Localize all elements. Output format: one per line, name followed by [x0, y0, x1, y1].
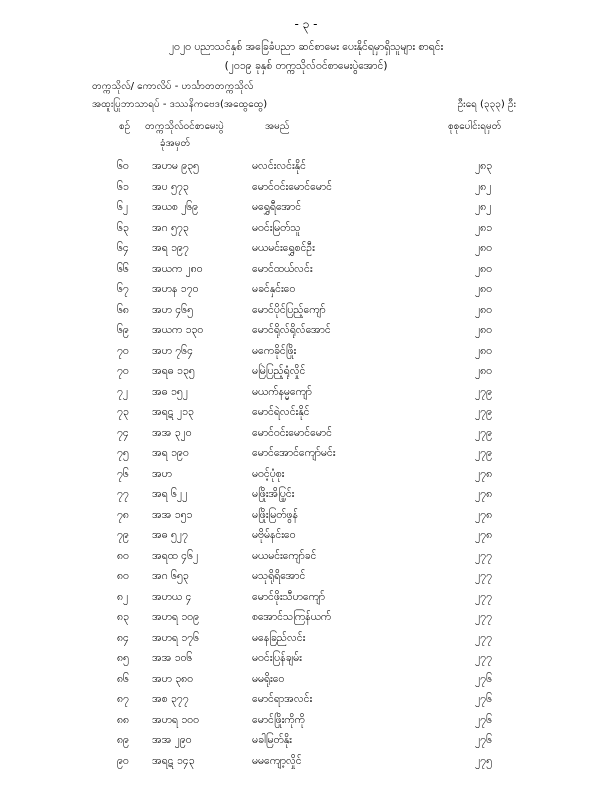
roll-number: အရ ၁၉၀	[152, 447, 189, 459]
total-marks: ၂၇၈	[475, 488, 493, 500]
row-number: ၆၈	[117, 303, 129, 316]
row-number: ၈၄	[117, 631, 129, 644]
total-marks: ၂၇၇	[475, 590, 492, 603]
row-number: ၆၀	[117, 160, 129, 172]
student-name: မယမင်းရွှေစင်ဦး	[252, 242, 315, 254]
table-row	[0, 304, 612, 325]
table-row	[0, 734, 612, 755]
table-row	[0, 222, 612, 243]
total-marks: ၂၈၀	[475, 283, 493, 295]
roll-number: အယစ ၂၆၉	[152, 201, 199, 213]
results-table	[0, 160, 612, 775]
roll-number: အဟ ၄၆၅	[152, 303, 193, 316]
roll-number: အဟန ၁၇၀	[152, 283, 199, 295]
row-number: ၇၈	[117, 508, 129, 521]
table-row	[0, 242, 612, 263]
student-count: ဦးရေ (၃၃၃) ဦး	[457, 99, 516, 110]
table-row	[0, 201, 612, 222]
table-row	[0, 529, 612, 550]
table-row	[0, 406, 612, 427]
row-number: ၇၀	[117, 365, 129, 377]
total-marks: ၂၇၇	[475, 570, 492, 582]
row-number: ၆၉	[117, 324, 129, 336]
total-marks: ၂၇၆	[475, 734, 492, 746]
header-marks: စုစုပေါင်းရမှတ်	[448, 121, 502, 132]
total-marks: ၂၇၇	[475, 631, 492, 644]
student-name: မောင်ဖြိုးကိုကို	[252, 713, 305, 726]
row-number: ၈၉	[117, 734, 129, 746]
row-number: ၇၉	[117, 529, 129, 541]
roll-number: အဓ ၁၅၂	[152, 385, 188, 398]
table-row	[0, 550, 612, 571]
roll-number: အဟရ ၁၇၆	[152, 631, 199, 644]
table-row	[0, 386, 612, 407]
student-name: မရွှေရီအောင်	[252, 201, 302, 213]
row-number: ၇၇	[117, 488, 129, 500]
roll-number: အအ ၃၂၀	[152, 426, 192, 439]
roll-number: အအ ၁၅၁	[152, 508, 193, 521]
roll-number: အဟ	[152, 467, 172, 480]
student-name: မခါမြတ်နိုး	[252, 734, 292, 746]
page-number: - ၃ -	[294, 17, 318, 31]
row-number: ၈၇	[117, 693, 129, 705]
row-number: ၇၃	[117, 406, 129, 418]
table-row	[0, 283, 612, 304]
row-number: ၆၄	[117, 242, 129, 254]
student-name: မသုရိုရိအောင်	[252, 570, 306, 582]
roll-number: အရဓ ၁၃၅	[152, 365, 195, 377]
total-marks: ၂၇၈	[475, 529, 493, 541]
roll-number: အဟ ၃၈၀	[152, 672, 194, 685]
roll-number: အယက ၁၃၀	[152, 324, 204, 336]
row-number: ၆၁	[117, 180, 129, 193]
row-number: ၇၅	[117, 447, 129, 459]
total-marks: ၂၇၉	[475, 447, 492, 459]
row-number: ၆၂	[117, 201, 129, 213]
roll-number: အဟယ ၄	[152, 590, 192, 603]
roll-number: အဟ ၇၆၄	[152, 344, 193, 357]
row-number: ၆၆	[117, 262, 129, 275]
total-marks: ၂၇၉	[475, 385, 492, 398]
student-name: မောင်ပိုင်ပြည့်ကျော်	[252, 303, 326, 316]
student-name: မောင်အောင်ကျော်မင်း	[252, 447, 336, 459]
student-name: မမရိုးဝေ	[252, 672, 285, 685]
row-number: ၈၃	[117, 611, 129, 623]
roll-number: အပ ၅၇၃	[152, 180, 189, 193]
total-marks: ၂၇၉	[475, 426, 492, 439]
total-marks: ၂၇၆	[475, 713, 492, 726]
total-marks: ၂၈၀	[475, 242, 493, 254]
total-marks: ၂၈၁	[475, 221, 493, 234]
table-row	[0, 509, 612, 530]
roll-number: အဟရ ၁၀၀	[152, 713, 199, 726]
table-row	[0, 181, 612, 202]
total-marks: ၂၈၂	[475, 201, 492, 213]
row-number: ၇၂	[117, 385, 129, 398]
total-marks: ၂၈၃	[475, 160, 493, 172]
student-name: မယက်နမ္မကျော်	[252, 385, 312, 398]
table-row	[0, 488, 612, 509]
student-name: မောင်ရဲလင်းနိုင်	[252, 406, 310, 418]
total-marks: ၂၇၇	[475, 549, 492, 562]
row-number: ၆၃	[117, 221, 129, 234]
student-name: မနေခြည်လင်း	[252, 631, 306, 644]
total-marks: ၂၇၈	[475, 467, 493, 480]
roll-number: အရဋ ၂၁၃	[152, 406, 194, 418]
student-name: မောင်ဝင်းမောင်မောင်	[252, 180, 332, 193]
table-row	[0, 714, 612, 735]
document-subtitle: (၂၀၁၉ ခုနှစ် တက္ကသိုလ်ဝင်စာမေးပွဲအောင်)	[224, 60, 388, 72]
student-name: မောင်ဖိုးသီဟကျော်	[252, 590, 325, 603]
header-name: အမည်	[265, 121, 290, 132]
university-label: တက္ကသိုလ်/ ကောလိပ် - ဟင်္သာတတက္ကသိုလ်	[92, 81, 254, 92]
roll-number: အရ ၁၉၇	[152, 242, 189, 254]
roll-number: အယက ၂၈၀	[152, 262, 203, 275]
student-name: မခင်နှင်းဝေ	[252, 283, 296, 295]
total-marks: ၂၇၉	[475, 406, 492, 418]
total-marks: ၂၇၅	[475, 754, 492, 767]
roll-number: အဟရ ၁၀၉	[152, 611, 199, 623]
table-row	[0, 345, 612, 366]
roll-number: အဟမ ၉၃၅	[152, 160, 199, 172]
roll-number: အစ ၃၇၇	[152, 693, 189, 705]
row-number: ၈၀	[117, 549, 129, 562]
total-marks: ၂၈၀	[475, 303, 493, 316]
table-row	[0, 365, 612, 386]
student-name: မဖြိုးအိပ္ပြင်း	[252, 488, 295, 500]
table-row	[0, 693, 612, 714]
table-row	[0, 468, 612, 489]
roll-number: အရဋ ၁၄၃	[152, 754, 195, 767]
total-marks: ၂၇၈	[475, 508, 493, 521]
total-marks: ၂၈၀	[475, 324, 493, 336]
roll-number: အရထ ၄၆၂	[152, 549, 199, 562]
table-row	[0, 755, 612, 776]
table-row	[0, 591, 612, 612]
row-number: ၈၀	[117, 570, 129, 582]
table-row	[0, 673, 612, 694]
roll-number: အအ ၁၀၆	[152, 652, 193, 664]
row-number: ၇၄	[117, 426, 129, 439]
student-name: မဝင့်ပုံစုး	[252, 467, 285, 480]
student-name: မကေခိုင်ဖြိုး	[252, 344, 297, 357]
table-row	[0, 632, 612, 653]
roll-number: အဓ ၅၂၇	[152, 529, 188, 541]
table-row	[0, 570, 612, 591]
table-row	[0, 160, 612, 181]
row-number: ၇၀	[117, 344, 129, 357]
table-row	[0, 427, 612, 448]
row-number: ၆၇	[117, 283, 129, 295]
student-name: မဝင်းပြန်ချမ်း	[252, 652, 302, 664]
table-row	[0, 652, 612, 673]
total-marks: ၂၈၀	[475, 344, 493, 357]
student-name: မောင်ရိုလ်ရိုလ်အောင်	[252, 324, 331, 336]
student-name: မမကျော့လှိုင်	[252, 754, 302, 767]
student-name: စအောင်သကြန်ယက်	[252, 611, 332, 623]
total-marks: ၂၇၇	[475, 652, 492, 664]
table-row	[0, 324, 612, 345]
header-roll: တက္ကသိုလ်ဝင်စာမေးပွဲ	[145, 121, 224, 132]
student-name: မယမင်းကျော်ခင်	[252, 549, 317, 562]
total-marks: ၂၈၀	[475, 365, 493, 377]
header-roll-2: ခုံအမှတ်	[160, 138, 191, 149]
student-name: မဝင်းမြတ်သူ	[252, 221, 301, 234]
major-label: အထူးပြုဘာသာရပ် - ဒဿနိကဗေဒ(အထွေထွေ)	[92, 99, 268, 110]
student-name: မဗိုမ်နင်းဝေ	[252, 529, 296, 541]
row-number: ၈၅	[117, 652, 129, 664]
student-name: မောင်ဝင်းမောင်မောင်	[252, 426, 332, 439]
roll-number: အအ ၂၉၀	[152, 734, 192, 746]
total-marks: ၂၇၇	[475, 611, 492, 623]
student-name: မမြဲပြည့်ရုံလှိုင်	[252, 365, 306, 377]
total-marks: ၂၈၀	[475, 262, 493, 275]
row-number: ၈၆	[117, 672, 129, 685]
row-number: ၇၆	[117, 467, 129, 480]
student-name: မလင်းလင်းနိုင်	[252, 160, 306, 172]
document-title: ၂၀၂၀ ပညာသင်နှစ် အခြေခံပညာ ဆင်စာမေး ပေးနိုင်ရမှာရှိသူများ စာရင်း	[168, 41, 444, 53]
roll-number: အဂ ၆၅၃	[152, 570, 189, 582]
total-marks: ၂၇၆	[475, 693, 492, 705]
roll-number: အဂ ၅၇၃	[152, 221, 189, 234]
table-row	[0, 611, 612, 632]
student-name: မဖြိုးမြတ်ဖွန်	[252, 508, 298, 521]
student-name: မောင်ရာအလင်း	[252, 693, 313, 705]
table-row	[0, 263, 612, 284]
row-number: ၈၈	[117, 713, 129, 726]
row-number: ၉၀	[117, 754, 129, 767]
total-marks: ၂၈၂	[475, 180, 492, 193]
roll-number: အရ ၆၂၂	[152, 488, 188, 500]
table-row	[0, 447, 612, 468]
total-marks: ၂၇၆	[475, 672, 492, 685]
student-name: မောင်ထယ်လင်း	[252, 262, 313, 275]
header-no: စဉ်	[119, 121, 131, 132]
row-number: ၈၂	[117, 590, 129, 603]
